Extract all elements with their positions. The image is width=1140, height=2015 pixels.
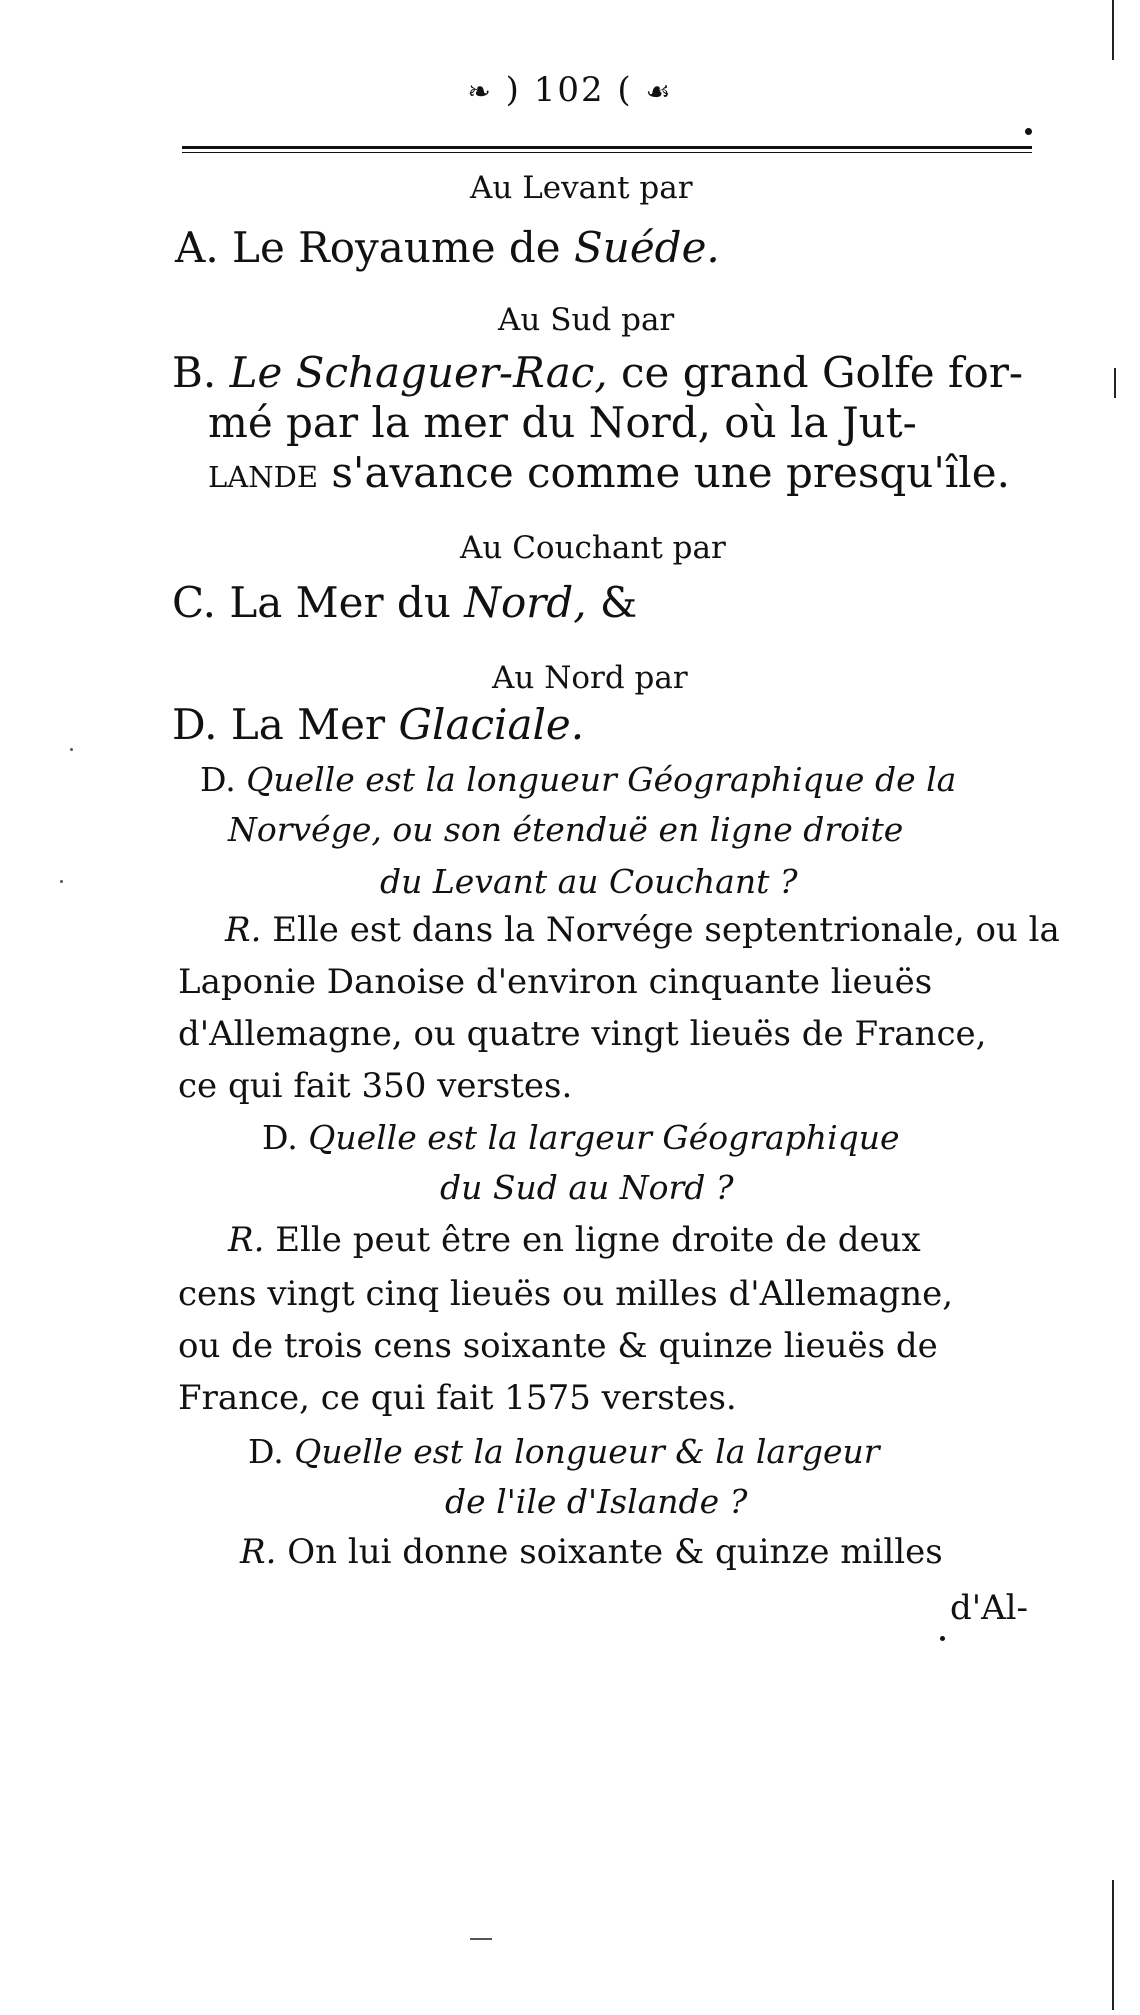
running-header [0, 70, 1140, 110]
ornament-left-icon: ❧ [467, 75, 493, 108]
border-levant-text: Le Royaume de [232, 223, 574, 272]
border-couchant [172, 578, 637, 627]
answer-1-line1 [225, 910, 1060, 950]
header-rule-thin [182, 152, 1032, 153]
border-couchant-text: La Mer du [229, 578, 465, 627]
border-couchant-italic: Nord, [464, 578, 587, 627]
border-sud-line1 [172, 348, 1023, 397]
scan-dot [60, 880, 63, 883]
answer-3-text-1: On lui donne soixante & quinze milles [287, 1532, 943, 1572]
question-1-label: D. [200, 760, 236, 799]
question-1-line1 [200, 760, 956, 799]
header-rule [182, 146, 1032, 149]
question-2-line1 [262, 1118, 900, 1157]
border-nord [172, 700, 584, 749]
question-3-line1 [248, 1432, 880, 1471]
border-couchant-tail: & [586, 578, 638, 627]
heading-levant: Au Levant par [470, 170, 693, 206]
answer-1-line3: d'Allemagne, ou quatre vingt lieuës de France, [178, 1014, 987, 1054]
answer-1-line2: Laponie Danoise d'environ cinquante lieuës [178, 962, 933, 1002]
answer-1-text-1: Elle est dans la Norvége septentrionale, ou la [272, 910, 1060, 950]
page-edge-line-bottom [1112, 1880, 1114, 2010]
border-levant [175, 223, 720, 272]
border-nord-text: La Mer [230, 700, 399, 749]
heading-couchant: Au Couchant par [460, 530, 726, 566]
scan-dot [70, 748, 73, 751]
question-2-text-1: Quelle est la largeur Géographique [308, 1118, 900, 1157]
question-1-line2: Norvége, ou son étenduë en ligne droite [228, 810, 904, 849]
letter-a: A. [175, 223, 219, 272]
letter-d: D. [172, 700, 218, 749]
border-sud-line3 [208, 448, 1010, 497]
border-nord-italic: Glaciale. [398, 700, 585, 749]
question-2-line2: du Sud au Nord ? [440, 1168, 734, 1207]
answer-2-line4: France, ce qui fait 1575 verstes. [178, 1378, 737, 1418]
border-levant-italic: Suéde. [574, 223, 720, 272]
question-3-text-1: Quelle est la longueur & la largeur [294, 1432, 880, 1471]
answer-3-line1 [240, 1532, 943, 1572]
answer-2-line3: ou de trois cens soixante & quinze lieuës de [178, 1326, 938, 1366]
answer-1-line4: ce qui fait 350 verstes. [178, 1066, 573, 1106]
border-sud-line3-text: s'avance comme une presqu'île. [318, 448, 1010, 497]
border-sud-smallcaps: lande [208, 448, 318, 497]
answer-2-line1 [228, 1220, 921, 1260]
answer-2-label: R. [228, 1220, 265, 1260]
answer-2-text-1: Elle peut être en ligne droite de deux [275, 1220, 921, 1260]
ornament-right-icon: ☙ [645, 75, 673, 108]
page-number: ) 102 ( [505, 70, 633, 110]
heading-nord: Au Nord par [492, 660, 688, 696]
border-sud-line2: mé par la mer du Nord, où la Jut- [208, 398, 917, 447]
answer-3-label: R. [240, 1532, 277, 1572]
heading-sud: Au Sud par [498, 302, 675, 338]
catchword: d'Al- [950, 1588, 1029, 1628]
scan-dot [1025, 128, 1032, 135]
question-3-label: D. [248, 1432, 284, 1471]
letter-c: C. [172, 578, 216, 627]
question-2-label: D. [262, 1118, 298, 1157]
border-sud-text: ce grand Golfe for- [607, 348, 1024, 397]
scan-mark [470, 1938, 492, 1940]
answer-1-label: R. [225, 910, 262, 950]
letter-b: B. [172, 348, 217, 397]
question-3-line2: de l'ile d'Islande ? [445, 1482, 748, 1521]
border-sud-italic: Le Schaguer-Rac, [229, 348, 608, 397]
question-1-line3: du Levant au Couchant ? [380, 862, 798, 901]
page-edge-line-top [1112, 0, 1114, 60]
answer-2-line2: cens vingt cinq lieuës ou milles d'Allemagne, [178, 1274, 954, 1314]
question-1-text-1: Quelle est la longueur Géographique de la [246, 760, 957, 799]
scan-dot [940, 1636, 945, 1641]
page-edge-line-mid [1114, 368, 1116, 398]
